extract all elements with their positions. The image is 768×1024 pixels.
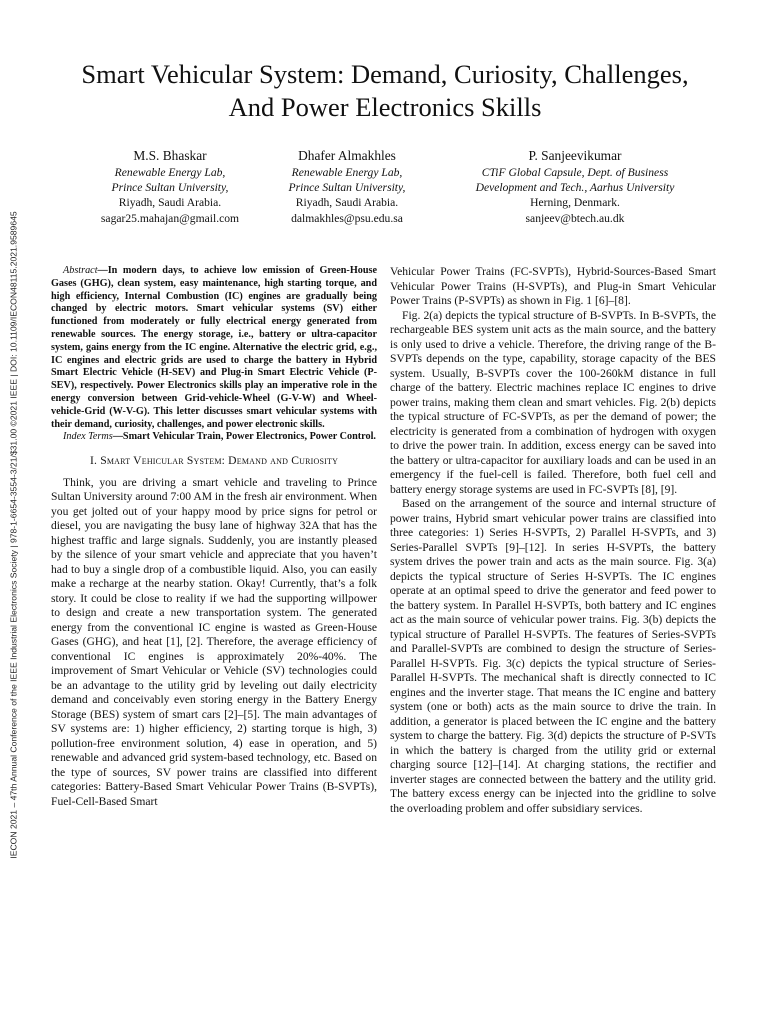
author-3 [440,147,710,226]
body-paragraph: Think, you are driving a smart vehicle and traveling to Prince Sultan University around 7:00 AM in the fresh air environment. When you get jolted out of your happy mood by price signs for petrol or diesel, you are navigating the busy lane of highway 32A that has the highest traffic and large signals. Suddenly, you are instantly pleased by the silence of your smart vehicle and appreciate that you haven’t had to buy a single drop of a combustible liquid. Also, you can easily make a recharge at the nearby station. Okay! Currently, that’s a folk story. It could be close to reality if we had the supporting willpower to design and create a new transportation system. The generated energy from the conventional IC engine is wasted as Green-House Gases (GHG), and heat [1], [2]. Therefore, the average efficiency of conventional IC engines is approximately 20%-40%. The improvement of Smart Vehicular or Vehicle (SV) technologies could be an advantage to the utility grid by leveling out daily electricity demand and conceivably even storing energy in the Battery Energy Storage (BES) system of smart cars [2]–[5]. The main advantages of SV systems are: 1) higher efficiency, 2) starting torque is high, 3) pollution-free environment solution, 4) ease in operation, and 5) renewable and advanced grid system-based technology, etc. Based on the type of sources, SV power trains are classified into different categories: Battery-Based Smart Vehicular Power Trains (B-SVPTs), Fuel-Cell-Based Smart [51,475,377,808]
body-paragraph: Fig. 2(a) depicts the typical structure of B-SVPTs. In B-SVPTs, the rechargeable BES system unit acts as the main source, and the battery is only used to drive a vehicle. Therefore, the driving range of the B-SVPTs depends on the type, capability, storage capacity of the BES system. Usually, B-SVPTs cover the 100-260kM distance in full charge of the battery. Electric machines replace IC engines to drive power trains, making them clean and smart vehicles. Fig. 2(b) depicts the typical structure of FC-SVPTs, as per the demand of power; the electricity is generated from a combination of hydrogen with oxygen to drive the power train. In addition, excess energy can be saved into the battery or ultra-capacitor for auxiliary loads and can be used in an emergency if the fuel-cell is failed. Therefore, both fuel cell and battery energy storage systems are used in FC-SVPTs [8], [9]. [390,308,716,496]
index-terms [51,431,377,444]
author-affiliation: Renewable Energy Lab, [291,166,403,179]
left-column [51,265,377,809]
abstract-text: —In modern days, to achieve low emission of Green-House Gases (GHG), clean system, easy maintenance, high starting torque, and high efficiency, Internal Combustion (IC) engines are gradually being changed by electric motors. Smart vehicular systems (SV) either functioned from moderately or fully electrical energy generated from renewable sources. The energy storage, i.e., battery or ultra-capacitor system, gains energy from the IC engine. Alternative the electric grid, e.g., IC engines and electric grids are used to charge the battery in Hybrid Smart Electric Vehicle (H-SEV) and Plug-in Smart Electric Vehicle (P-SEV), respectively. Power Electronics skills play an imperative role in the energy conversion between Grid-vehicle-Wheel (G-V-W) and Wheel-vehicle-Grid (W-V-G). This letter discusses smart vehicular systems with their demand, curiosity, challenges, and power electronic skills. [51,265,377,430]
index-terms-label: Index Terms [63,431,113,443]
author-location: Riyadh, Saudi Arabia. [295,196,399,210]
author-location: Riyadh, Saudi Arabia. [118,196,222,210]
right-column [390,265,716,816]
section-heading: I. Smart Vehicular System: Demand and Curiosity [89,454,339,468]
author-2 [262,147,432,226]
copyright-sidebar [4,180,24,890]
author-email: dalmakhles@psu.edu.sa [291,211,403,225]
abstract [51,265,377,431]
author-name: Dhafer Almakhles [298,148,396,163]
author-email: sanjeev@btech.au.dk [525,211,625,225]
author-email: sagar25.mahajan@gmail.com [100,211,240,225]
author-affiliation: Development and Tech., Aarhus University [475,181,675,195]
body-paragraph: Vehicular Power Trains (FC-SVPTs), Hybrid-Sources-Based Smart Vehicular Power Trains (H-SVPTs), and Plug-in Smart Vehicular Power Trains (P-SVPTs) as shown in Fig. 1 [6]–[8]. [390,265,716,307]
author-affiliation: Renewable Energy Lab, [114,166,226,179]
copyright-text: IECON 2021 – 47th Annual Conference of the IEEE Industrial Electronics Society | 978-1-6654-3554-3/21/$31.00 ©2021 IEEE | DOI: 10.1109/IECON48115.2021.9589645 [9,211,19,859]
author-1 [60,147,280,226]
author-location: Herning, Denmark. [530,196,620,210]
author-name: M.S. Bhaskar [133,148,207,163]
author-affiliation: Prince Sultan University, [288,181,406,195]
index-terms-text: —Smart Vehicular Train, Power Electronics, Power Control. [112,431,376,443]
author-affiliation: Prince Sultan University, [111,181,229,195]
body-paragraph: Based on the arrangement of the source and internal structure of power trains, Hybrid smart vehicular power trains are classified into three categories: 1) Series H-SVPTs, 2) Parallel H-SVPTs, and 3) Series-Parallel SVPTs [9]–[12]. In series H-SVPTs, the battery system drives the power train and acts as the main source. Fig. 3(a) depicts the typical structure of Series H-SVPTs. The IC engines operate at an optimal speed to drive the generator and feed power to the battery system. In Parallel H-SVPTs, both battery and IC engines act as the main source of vehicular power trains. Fig. 3(b) depicts the typical structure of Parallel H-SVPTs. The features of Series-SVPTs and Parallel-SVPTs are combined to design the structure of Series-Parallel H-SVPTs. Fig. 3(c) depicts the typical structure of Series-Parallel H-SVPTs. The mechanical shaft is directly connected to IC engines and the inverter stage. That means the IC engine and battery system (one or both) acts as the main source to drive the train. In addition, a generator is placed between the IC engine and the battery system to charge the battery. Fig. 3(d) depicts the structure of P-SVTs in which the battery is charged from the utility grid or external charging source [12]–[14]. At charging stations, the rectifier and inverter stages are connected between the battery and the utility grid. The battery excess energy can be injected into the gridline to solve the overloading problem and offer subsidiary services. [390,497,716,815]
author-affiliation: CTiF Global Capsule, Dept. of Business [481,166,669,179]
abstract-label: Abstract [63,265,98,276]
paper-title: Smart Vehicular System: Demand, Curiosity, Challenges, And Power Electronics Skills [81,59,689,122]
author-name: P. Sanjeevikumar [528,148,622,163]
